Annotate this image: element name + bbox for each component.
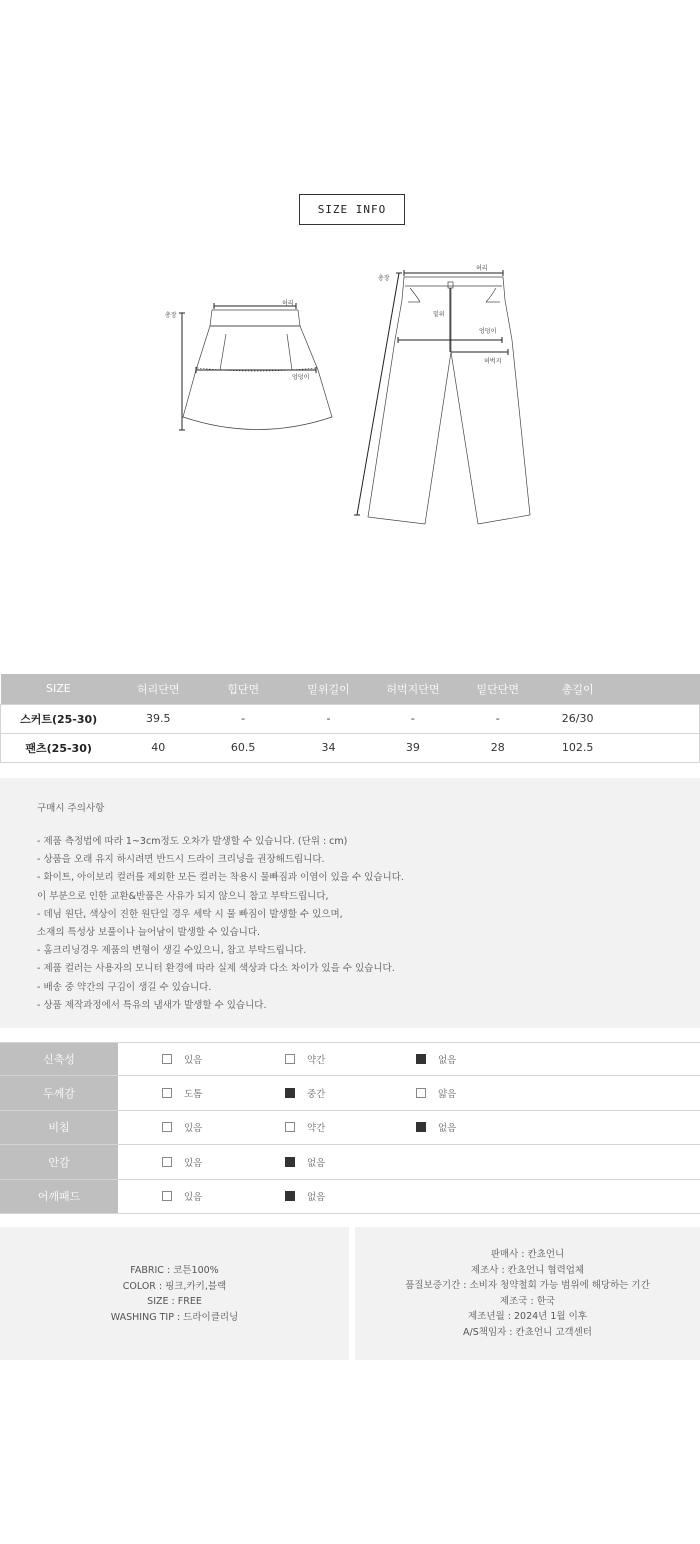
notice-line: - 배송 중 약간의 구김이 생길 수 있습니다. (37, 981, 212, 993)
seller-info-line: 제조년월 : 2024년 1월 이후 (468, 1311, 587, 1322)
pants-thigh-label: 허벅지 (484, 358, 502, 365)
skirt-measure-lines (179, 303, 316, 430)
notice-line: - 화이트, 아이보리 컬러를 제외한 모든 컬러는 착용시 물빠짐과 이염이 있을 수 있습니다. (37, 872, 404, 884)
skirt-length-label: 총장 (165, 312, 177, 319)
property-label: 두께감 (0, 1076, 118, 1109)
property-option (285, 1145, 325, 1178)
header-cell-empty (615, 674, 700, 704)
size-info-title: SIZE INFO (299, 194, 405, 225)
property-option (416, 1111, 456, 1144)
table-cell: 60.5 (200, 733, 286, 762)
notice-line: - 홈크리닝경우 제품의 변형이 생길 수있으니, 참고 부탁드립니다. (37, 945, 307, 957)
property-option (416, 1043, 456, 1075)
row-size-name: 스커트(25-30) (1, 704, 117, 733)
header-cell: 밑위길이 (286, 674, 371, 704)
pants-hip-label: 엉덩이 (479, 328, 497, 335)
table-cell: 39 (371, 733, 455, 762)
checkbox-icon (162, 1157, 172, 1167)
option-label: 얇음 (438, 1089, 457, 1101)
product-info-line: FABRIC : 코튼100% (130, 1265, 219, 1276)
property-label: 신축성 (0, 1043, 118, 1075)
property-row-stretch (0, 1042, 700, 1076)
seller-info-line: 제조국 : 한국 (499, 1295, 556, 1307)
notice-line: - 데님 원단, 색상이 진한 원단일 경우 세탁 시 물 빠짐이 발생할 수 있으며, (37, 908, 343, 920)
option-label: 약간 (307, 1123, 326, 1135)
notice-line: - 제품 측정법에 따라 1~3cm정도 오차가 발생할 수 있습니다. (단위 : cm) (37, 836, 348, 847)
header-cell: 총길이 (541, 674, 615, 704)
checkbox-icon (162, 1088, 172, 1098)
purchase-notice (0, 778, 700, 1028)
option-label: 없음 (307, 1157, 326, 1169)
row-size-name: 팬츠(25-30) (1, 733, 117, 762)
option-label: 없음 (307, 1192, 326, 1204)
notice-line: 소재의 특성상 보풀이나 늘어남이 발생할 수 있습니다. (37, 926, 261, 938)
property-option (285, 1111, 325, 1144)
table-cell: 26/30 (541, 704, 615, 733)
option-label: 있음 (184, 1123, 203, 1135)
notice-line: 이 부분으로 인한 교환&반품은 사유가 되지 않으니 참고 부탁드립니다, (37, 890, 329, 902)
table-cell: - (455, 704, 541, 733)
table-cell: 34 (286, 733, 371, 762)
option-label: 있음 (184, 1192, 203, 1204)
option-label: 약간 (307, 1055, 326, 1067)
seller-info-line: 판매사 : 칸쵸언니 (490, 1249, 565, 1260)
table-row (1, 733, 700, 762)
header-cell: SIZE (1, 674, 117, 704)
notice-line: - 상품을 오래 유지 하시려면 반드시 드라이 크리닝을 권장해드립니다. (37, 854, 325, 866)
table-cell: - (286, 704, 371, 733)
property-option (162, 1145, 202, 1178)
table-cell-empty (615, 733, 700, 762)
notice-line: - 상품 제작과정에서 특유의 냄새가 발생할 수 있습니다. (37, 999, 267, 1011)
option-label: 도톰 (184, 1089, 203, 1101)
pants-length-label: 총장 (378, 275, 390, 282)
property-option (285, 1043, 325, 1075)
size-table-header (1, 674, 700, 704)
table-cell: 28 (455, 733, 541, 762)
size-table (0, 674, 700, 763)
checkbox-checked-icon (416, 1054, 426, 1064)
table-cell: 40 (116, 733, 200, 762)
product-info-line: WASHING TIP : 드라이클리닝 (110, 1311, 239, 1323)
checkbox-icon (285, 1054, 295, 1064)
seller-info-list (355, 1247, 700, 1340)
garment-diagram-svg (0, 240, 700, 540)
property-option (162, 1076, 202, 1109)
property-option (162, 1043, 202, 1075)
option-label: 있음 (184, 1055, 203, 1067)
header-cell: 힙단면 (200, 674, 286, 704)
property-option (285, 1180, 325, 1213)
property-option (162, 1180, 202, 1213)
header-cell: 허벅지단면 (371, 674, 455, 704)
pants-rise-label: 밑위 (433, 311, 445, 318)
notice-list (37, 833, 404, 1015)
property-label: 안감 (0, 1145, 118, 1178)
checkbox-checked-icon (285, 1088, 295, 1098)
seller-info-line: 품질보증기간 : 소비자 청약철회 가능 범위에 해당하는 기간 (405, 1280, 650, 1291)
pants-measure-lines (354, 270, 508, 515)
option-label: 중간 (307, 1089, 326, 1101)
property-row-shoulder-pad (0, 1180, 700, 1214)
property-row-lining (0, 1145, 700, 1179)
property-row-thickness (0, 1076, 700, 1110)
checkbox-icon (285, 1122, 295, 1132)
size-diagram (0, 240, 700, 540)
checkbox-icon (162, 1054, 172, 1064)
checkbox-checked-icon (416, 1122, 426, 1132)
checkbox-icon (162, 1191, 172, 1201)
checkbox-checked-icon (285, 1191, 295, 1201)
property-label: 비침 (0, 1111, 118, 1144)
table-cell: - (371, 704, 455, 733)
product-info-list (0, 1263, 349, 1325)
table-cell-empty (615, 704, 700, 733)
seller-info-line: A/S책임자 : 칸쵸언니 고객센터 (463, 1326, 592, 1338)
option-label: 있음 (184, 1157, 203, 1169)
table-cell: 102.5 (541, 733, 615, 762)
option-label: 없음 (438, 1123, 457, 1135)
seller-info-line: 제조사 : 칸쵸언니 협력업체 (470, 1264, 585, 1276)
option-label: 없음 (438, 1055, 457, 1067)
notice-line: - 제품 컬러는 사용자의 모니터 환경에 따라 실제 색상과 다소 차이가 있을 수 있습니다. (37, 963, 395, 975)
checkbox-icon (162, 1122, 172, 1132)
table-row (1, 704, 700, 733)
property-option (162, 1111, 202, 1144)
product-info-line: COLOR : 핑크,카키,블랙 (122, 1280, 227, 1292)
pants-waist-label: 허리 (476, 265, 488, 272)
fabric-properties (0, 1042, 700, 1214)
header-cell: 허리단면 (116, 674, 200, 704)
table-cell: - (200, 704, 286, 733)
property-row-sheerness (0, 1111, 700, 1145)
checkbox-icon (416, 1088, 426, 1098)
product-info-line: SIZE : FREE (147, 1296, 202, 1307)
property-option (416, 1076, 456, 1109)
seller-info-panel (355, 1227, 700, 1360)
property-option (285, 1076, 325, 1109)
skirt-waist-label: 허리 (282, 300, 294, 307)
header-cell: 밑단단면 (455, 674, 541, 704)
product-info-panel (0, 1227, 349, 1360)
property-label: 어깨패드 (0, 1180, 118, 1213)
skirt-hip-label: 엉덩이 (292, 374, 310, 381)
notice-title: 구매시 주의사항 (37, 803, 105, 814)
checkbox-checked-icon (285, 1157, 295, 1167)
table-cell: 39.5 (116, 704, 200, 733)
